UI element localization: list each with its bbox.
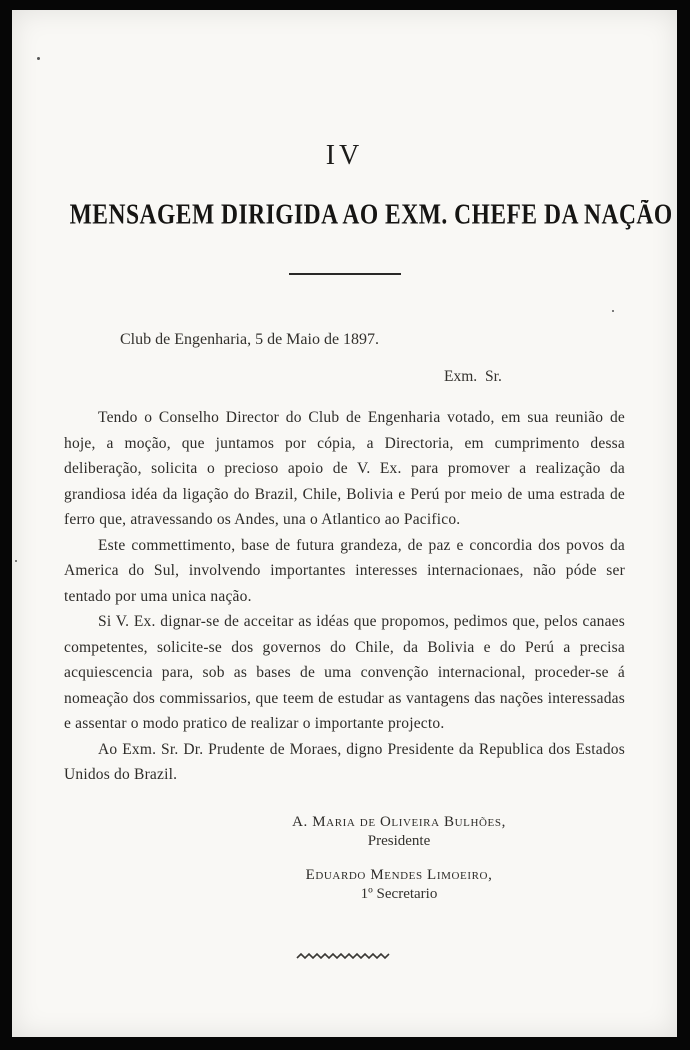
scan-speck <box>612 310 614 312</box>
body-paragraph: Tendo o Conselho Director do Club de Engenharia votado, em sua reunião de hoje, a moção, que juntamos por cópia, a Directoria, em cumprimento dessa deliberação, solicita o precioso apoio de V. Ex. para promover a realização da grandiosa idéa da ligação do Brazil, Chile, Bolivia e Perú por meio de uma estrada de ferro que, atravessando os Andes, una o Atlantico ao Pacifico. <box>64 409 625 528</box>
signature-role: 1º Secretario <box>360 885 438 902</box>
signature-name: Eduardo Mendes Limoeiro, <box>305 866 493 883</box>
end-flourish-ornament <box>64 949 625 967</box>
body-paragraph: Este commettimento, base de futura grandeza, de paz e concordia dos povos da America do Sul, involvendo importantes interesses internacionaes, não póde ser tentado por uma unica nação. <box>64 536 625 605</box>
document-title: MENSAGEM DIRIGIDA AO EXM. CHEFE DA NAÇÃO <box>69 200 673 231</box>
body-paragraph: Si V. Ex. dignar-se de acceitar as idéas que propomos, pedimos que, pelos canaes competentes, solicite-se dos governos do Chile, da Bolivia e do Perú a precisa acquiescencia para, sob as bases de uma convenção internacional, proceder-se á nomeação dos commissarios, que teem de estudar as vantagens das nações interessadas e assentar o modo pratico de realizar o importante projecto. <box>64 613 625 732</box>
dateline: Club de Engenharia, 5 de Maio de 1897. <box>120 331 380 348</box>
signature <box>214 867 584 903</box>
chapter-number: IV <box>325 140 364 171</box>
signature-name: A. Maria de Oliveira Bulhões, <box>292 813 506 830</box>
title-divider-rule <box>289 273 401 275</box>
signature <box>214 814 584 850</box>
signature-role: Presidente <box>367 832 431 849</box>
body-paragraph: Ao Exm. Sr. Dr. Prudente de Moraes, digno Presidente da Republica dos Estados Unidos do Brazil. <box>64 740 625 783</box>
scan-speck <box>37 57 40 60</box>
document-page <box>12 10 677 1037</box>
scan-speck <box>15 560 17 562</box>
signature-block <box>214 814 584 903</box>
letter-body <box>64 405 625 788</box>
salutation: Exm. Sr. <box>444 368 502 385</box>
